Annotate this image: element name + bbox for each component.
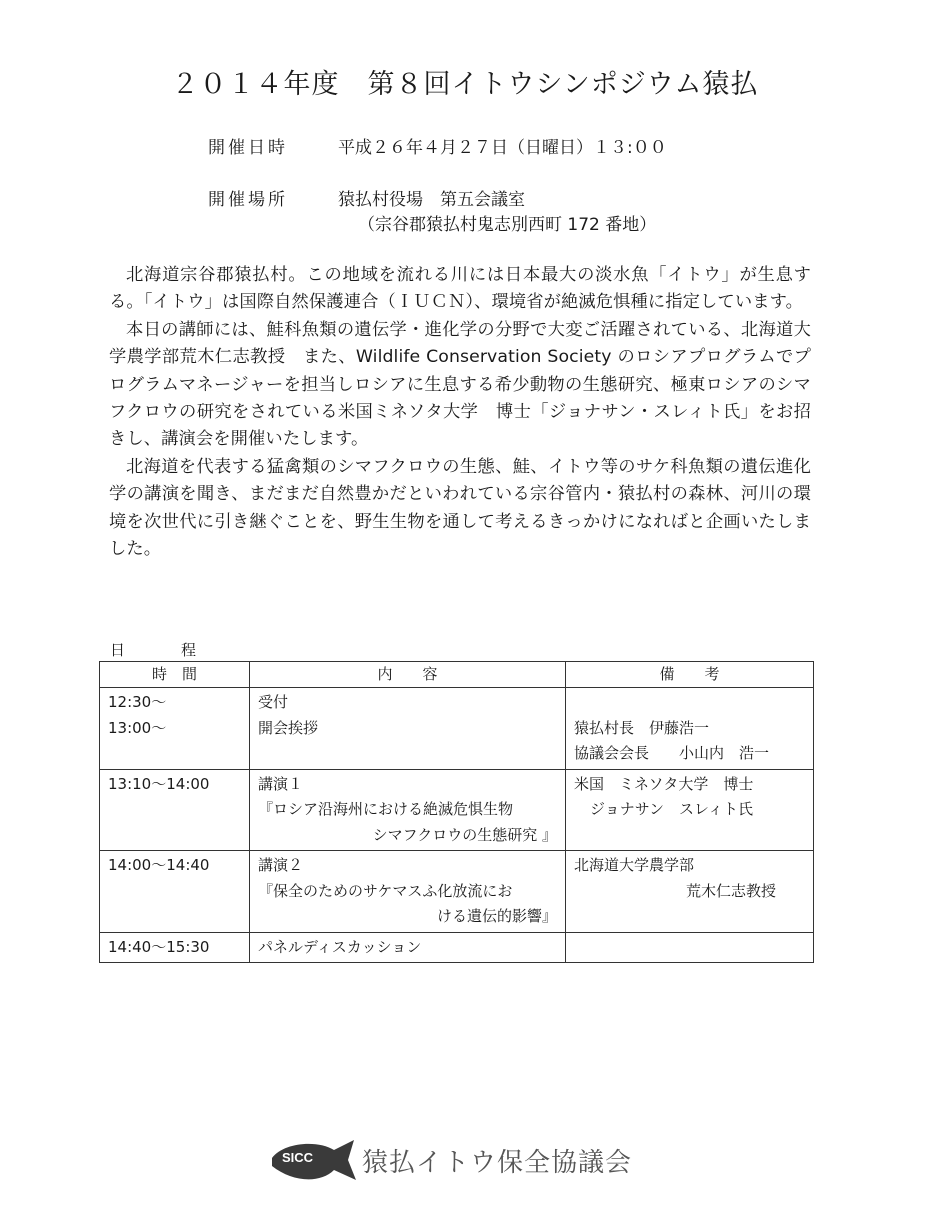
content-cell: パネルディスカッション — [250, 932, 566, 963]
notes-text: 荒木仁志教授 — [686, 881, 777, 900]
event-venue-row — [208, 185, 525, 210]
schedule-table — [99, 661, 814, 963]
time-cell: 13:10～14:00 — [100, 769, 250, 851]
notes-text: 米国 ミネソタ大学 博士 — [574, 774, 754, 793]
event-date-row — [208, 133, 667, 158]
lecture-title: 講演２ — [258, 856, 304, 874]
event-date-value: 平成２６年４月２７日（日曜日）１３:００ — [338, 138, 667, 158]
introduction-text — [109, 262, 811, 563]
time-cell — [100, 688, 250, 770]
schedule-heading: 日程 — [110, 641, 253, 659]
lecture-subtitle: 『ロシア沿海州における絶滅危惧生物 — [258, 800, 514, 818]
notes-text: 北海道大学農学部 — [574, 856, 695, 874]
lecture-subtitle: ける遺伝的影響』 — [436, 907, 557, 925]
lecture-title: 講演１ — [258, 774, 304, 793]
table-header-row — [100, 662, 814, 688]
content-cell — [250, 688, 566, 770]
content-text: 開会挨拶 — [258, 718, 319, 737]
time-cell: 14:00～14:40 — [100, 851, 250, 933]
notes-text: ジョナサン スレィト氏 — [590, 800, 754, 818]
notes-cell — [566, 851, 814, 933]
table-row — [100, 932, 814, 963]
notes-text: 猿払村長 伊藤浩一 — [574, 718, 710, 737]
event-venue-label: 開催場所 — [208, 190, 288, 210]
event-venue-value: 猿払村役場 第五会議室 — [338, 190, 525, 210]
fish-logo-icon — [270, 1136, 358, 1188]
event-venue-address: （宗谷郡猿払村鬼志別西町 172 番地） — [358, 215, 657, 235]
table-row — [100, 688, 814, 770]
notes-cell — [566, 688, 814, 770]
paragraph: 北海道を代表する猛禽類のシマフクロウの生態、鮭、イトウ等のサケ科魚類の遺伝進化学の講演を聞き、まだまだ自然豊かだといわれている宗谷管内・猿払村の森林、河川の環境を次世代に引き継ぐことを、野生生物を通して考えるきっかけになればと企画いたしました。 — [109, 456, 811, 560]
paragraph: 北海道宗谷郡猿払村。この地域を流れる川には日本最大の淡水魚「イトウ」が生息する。「イトウ」は国際自然保護連合（ＩＵＣＮ）、環境省が絶滅危惧種に指定しています。 — [109, 265, 811, 313]
header-notes: 備 考 — [566, 662, 814, 688]
footer — [270, 1136, 633, 1188]
event-date-label: 開催日時 — [208, 138, 288, 158]
notes-text: 協議会会長 小山内 浩一 — [574, 744, 770, 762]
document-title: ２０１４年度 第８回イトウシンポジウム猿払 — [171, 69, 759, 100]
time-cell: 14:40～15:30 — [100, 932, 250, 963]
header-time: 時 間 — [100, 662, 250, 688]
notes-cell — [566, 769, 814, 851]
paragraph: 本日の講師には、鮭科魚類の遺伝学・進化学の分野で大変ご活躍されている、北海道大学農学部荒木仁志教授 また、Wildlife Conservation Society のロシアプログラムでプログラムマネージャーを担当しロシアに生息する希少動物の生態研究、極東ロシアのシマフクロウの研究をされている米国ミネソタ大学 博士「ジョナサン・スレィト氏」をお招きし、講演会を開催いたします。 — [109, 319, 811, 450]
content-cell — [250, 851, 566, 933]
header-content: 内 容 — [250, 662, 566, 688]
table-row — [100, 769, 814, 851]
notes-cell — [566, 932, 814, 963]
time-text: 12:30～ — [108, 693, 167, 711]
table-row — [100, 851, 814, 933]
organization-name: 猿払イトウ保全協議会 — [362, 1148, 633, 1178]
time-text: 13:00～ — [108, 718, 167, 737]
logo-text: SICC — [282, 1150, 314, 1165]
content-cell — [250, 769, 566, 851]
lecture-subtitle: シマフクロウの生態研究 』 — [372, 825, 557, 844]
content-text: 受付 — [258, 693, 289, 711]
lecture-subtitle: 『保全のためのサケマスふ化放流にお — [258, 881, 513, 900]
